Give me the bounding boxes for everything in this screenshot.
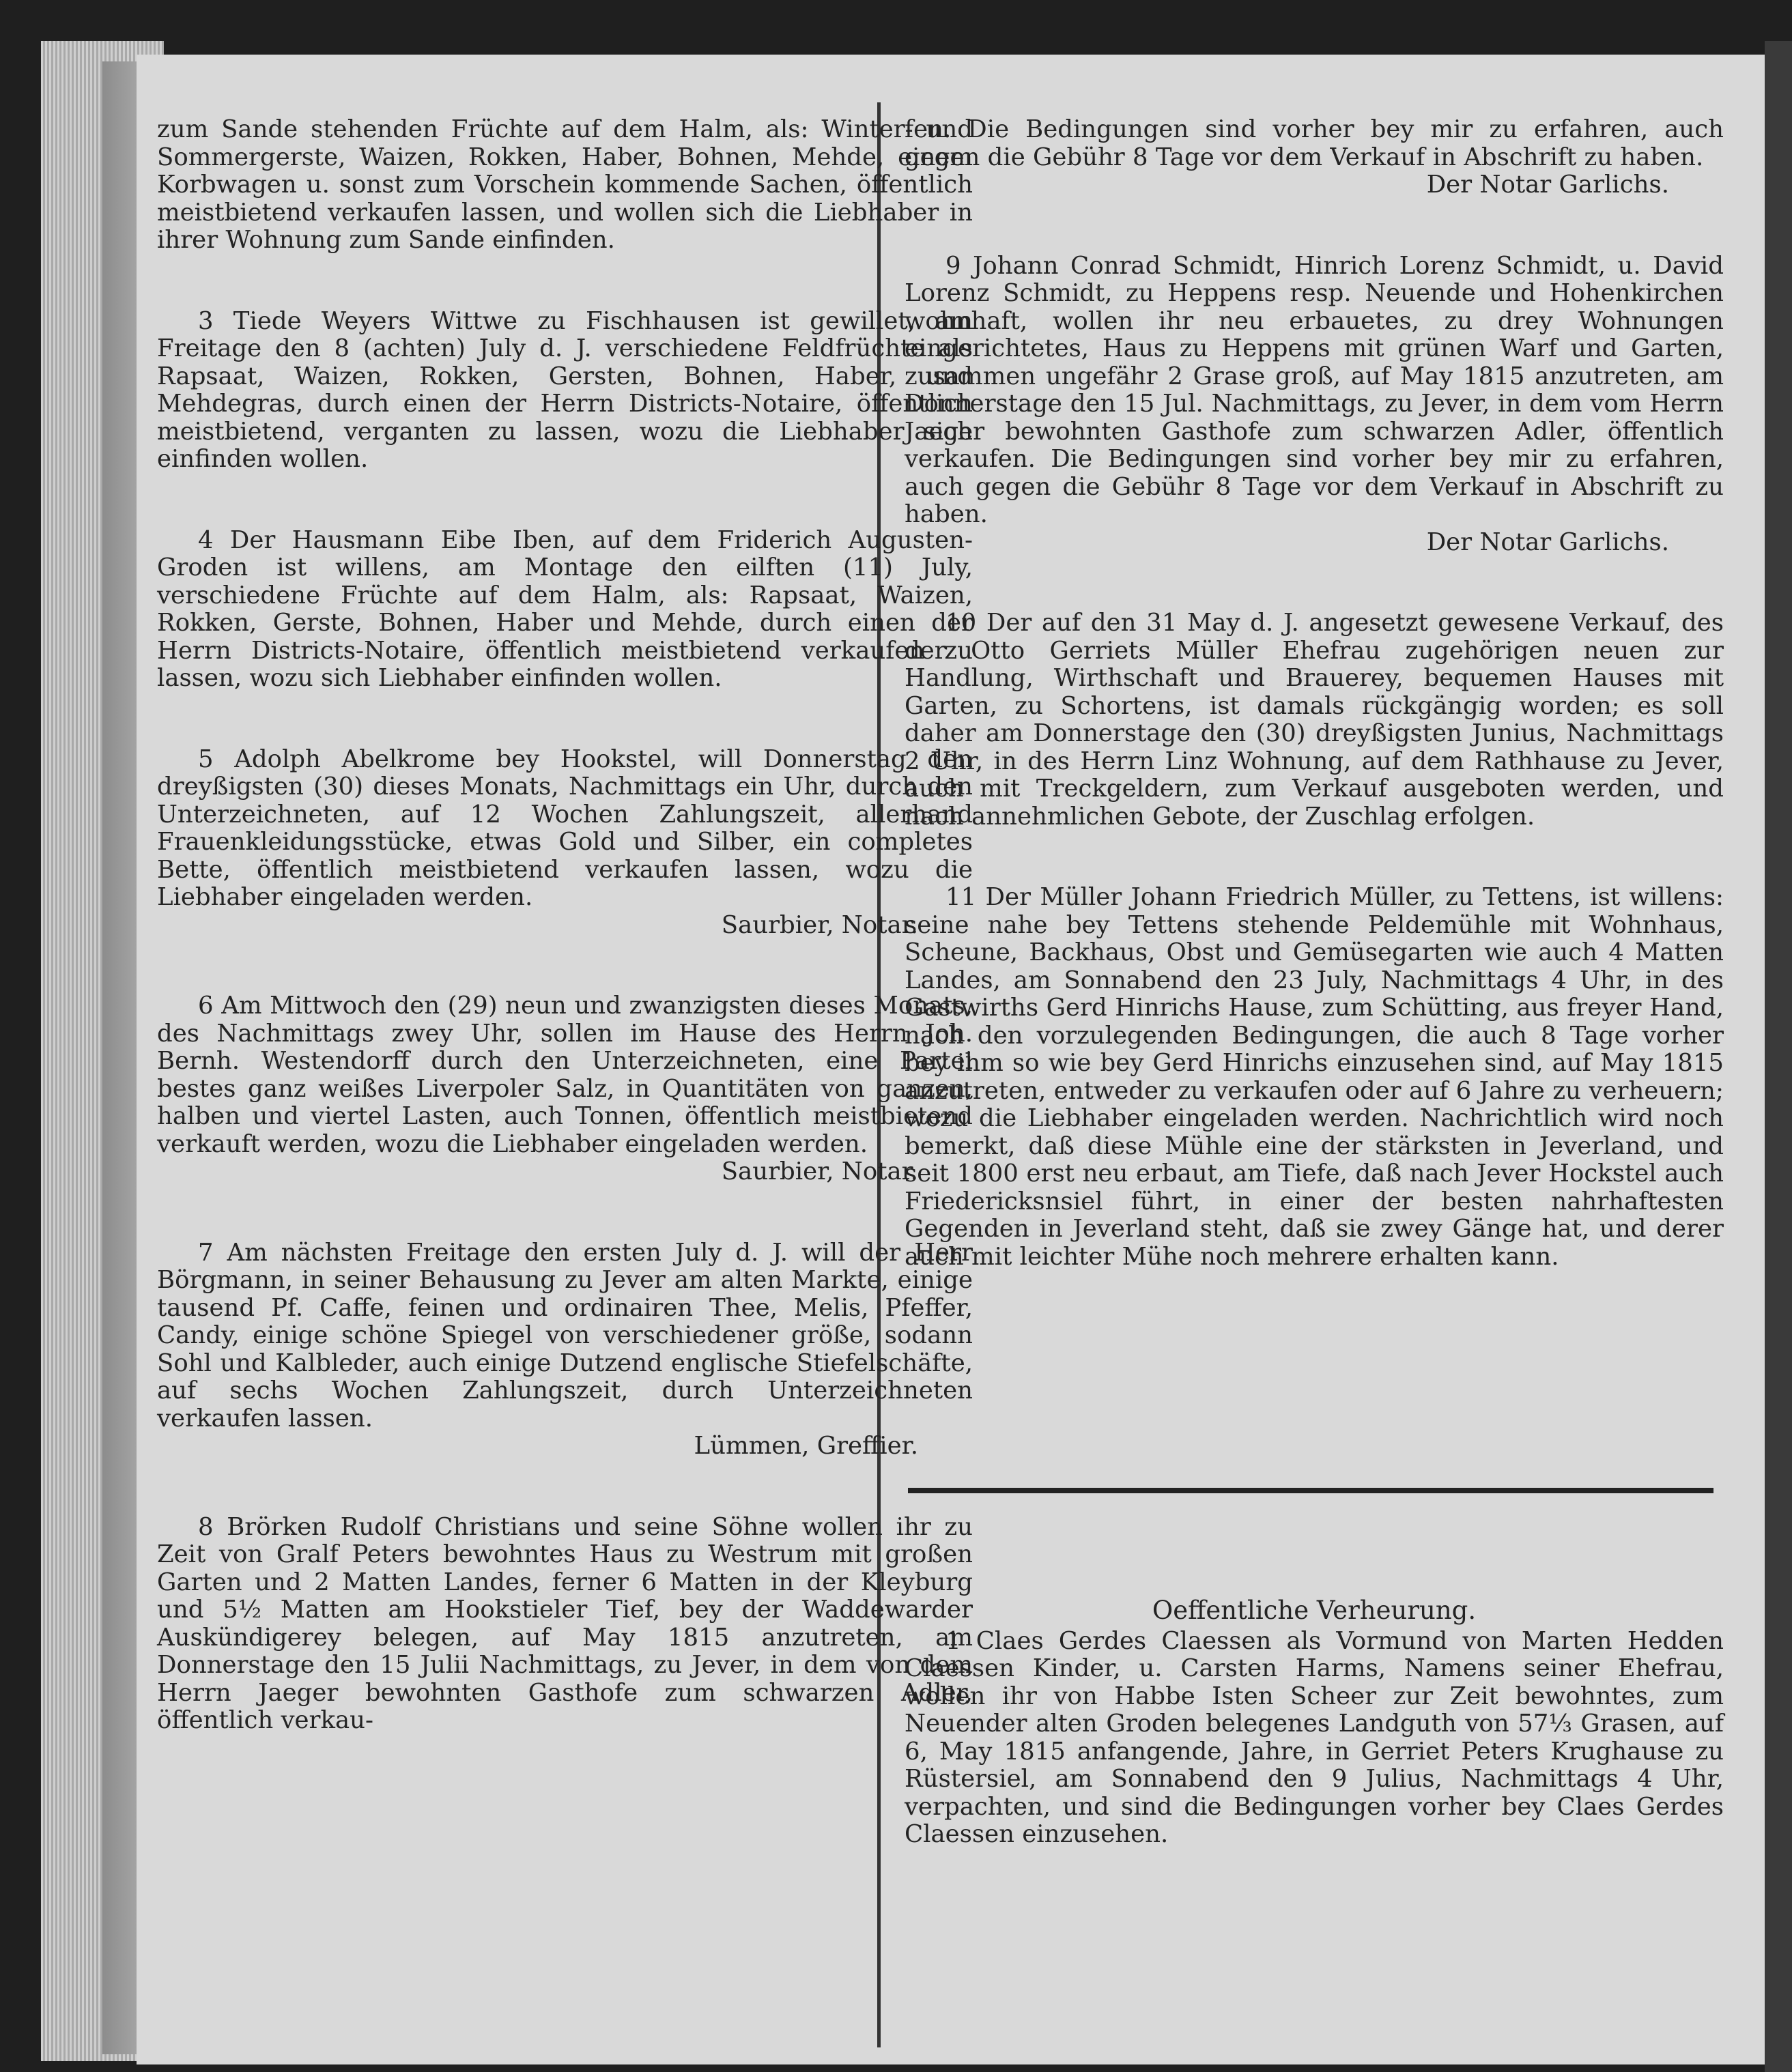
notice-entry bbox=[157, 527, 973, 693]
notice-text: 3 Tiede Weyers Wittwe zu Fischhausen ist gewillet, am Freitage den 8 (achten) July d. J. verschiedene Feldfrüchte als Rapsaat, Waizen, Rokken, Gersten, Bohnen, Haber, und Mehdegras, durch einen der Herrn Districts-Notaire, öffentlich meistbietend, verganten zu lassen, wozu die Liebhaber sich einfinden wollen. bbox=[157, 306, 973, 473]
notice-text: 6 Am Mittwoch den (29) neun und zwanzigsten dieses Monats, des Nachmittags zwey Uhr, sollen im Hause des Herrn Joh. Bernh. Westendorff durch den Unterzeichneten, eine Partei bestes ganz weißes Liverpoler Salz, in Quantitäten von ganzen, halben und viertel Lasten, auch Tonnen, öffentlich meistbietend verkauft werden, wozu die Liebhaber eingeladen werden. bbox=[157, 992, 973, 1158]
notice-text: 9 Johann Conrad Schmidt, Hinrich Lorenz Schmidt, u. David Lorenz Schmidt, zu Heppens resp. Neuende und Hohenkirchen wohnhaft, wollen ihr neu erbauetes, zu drey Wohnungen eingerichtetes, Haus zu Heppens mit grünen Warf und Garten, zusammen ungefähr 2 Grase groß, auf May 1815 anzutreten, am Donnerstage den 15 Jul. Nachmittags, zu Jever, in dem vom Herrn Jaeger bewohnten Gasthofe zum schwarzen Adler, öffentlich verkaufen. Die Bedingungen sind vorher bey mir zu erfahren, auch gegen die Gebühr 8 Tage vor dem Verkauf in Abschrift zu haben. bbox=[905, 251, 1724, 528]
notice-entry bbox=[905, 884, 1724, 1271]
notice-signature: Saurbier, Notar. bbox=[721, 910, 918, 939]
notice-text: 11 Der Müller Johann Friedrich Müller, zu Tettens, ist willens: seine nahe bey Tettens stehende Peldemühle mit Wohnhaus, Scheune, Backhaus, Obst und Gemüsegarten wie auch 4 Matten Landes, am Sonnabend den 23 July, Nachmittags 4 Uhr, in des Gastwirths Gerd Hinrichs Hause, zum Schütting, aus freyer Hand, nach den vorzulegenden Bedingungen, die auch 8 Tage vorher bey ihm so wie bey Gerd Hinrichs einzusehen sind, auf May 1815 anzutreten, entweder zu verkaufen oder auf 6 Jahre zu verheuern; wozu die Liebhaber eingeladen werden. Nachrichtlich wird noch bemerkt, daß diese Mühle eine der stärksten in Jeverland, und seit 1800 erst neu erbaut, am Tiefe, daß nach Jever Hockstel auch Friedericksnsiel führt, in einer der besten nahrhaftesten Gegenden in Jeverland steht, daß sie zwey Gänge hat, und derer auch mit leichter Mühe noch mehrere erhalten kann. bbox=[905, 883, 1724, 1271]
public-lease-section bbox=[905, 1597, 1724, 1849]
notice-text: 4 Der Hausmann Eibe Iben, auf dem Friderich Augusten-Groden ist willens, am Montage den eilften (11) July, verschiedene Früchte auf dem Halm, als: Rapsaat, Waizen, Rokken, Gerste, Bohnen, Haber und Mehde, durch einen der Herrn Districts-Notaire, öffentlich meistbietend verkaufen zu lassen, wozu sich Liebhaber einfinden wollen. bbox=[157, 526, 973, 692]
notice-entry bbox=[157, 1514, 973, 1735]
notice-entry bbox=[157, 992, 973, 1186]
notice-signature: Saurbier, Notar. bbox=[721, 1157, 918, 1185]
notice-entry bbox=[157, 746, 973, 940]
notice-signature: Lümmen, Greffier. bbox=[694, 1432, 918, 1460]
notice-text: 7 Am nächsten Freitage den ersten July d. J. will der Herr Börgmann, in seiner Behausung zu Jever am alten Markte, einige tausend Pf. Caffe, feinen und ordinairen Thee, Melis, Pfeffer, Candy, einige schöne Spiegel von verschiedener größe, sodann Sohl und Kalbleder, auch einige Dutzend englische Stiefelschäfte, auf sechs Wochen Zahlungszeit, durch Unterzeichneten verkaufen lassen. bbox=[157, 1238, 973, 1433]
notice-text: zum Sande stehenden Früchte auf dem Halm, als: Winter- und Sommergerste, Waizen, Rokken, Haber, Bohnen, Mehde, einem Korbwagen u. sonst zum Vorschein kommende Sachen, öffentlich meistbietend verkaufen lassen, und wollen sich die Liebhaber in ihrer Wohnung zum Sande einfinden. bbox=[157, 115, 973, 254]
notice-text: fen. Die Bedingungen sind vorher bey mir zu erfahren, auch gegen die Gebühr 8 Tage vor dem Verkauf in Abschrift zu haben. bbox=[905, 115, 1724, 171]
notice-entry bbox=[157, 308, 973, 474]
facing-page-edge bbox=[1765, 41, 1792, 2072]
section-separator-rule bbox=[908, 1488, 1713, 1493]
notice-signature: Der Notar Garlichs. bbox=[1426, 528, 1669, 556]
notice-text: 8 Brörken Rudolf Christians und seine Söhne wollen ihr zu Zeit von Gralf Peters bewohntes Haus zu Westrum mit großen Garten und 2 Matten Landes, ferner 6 Matten in der Kleyburg und 5½ Matten am Hookstieler Tief, bey der Waddewarder Auskündigerey belegen, auf May 1815 anzutreten, am Donnerstage den 15 Julii Nachmittags, zu Jever, in dem von dem Herrn Jaeger bewohnten Gasthofe zum schwarzen Adler, öffentlich verkau- bbox=[157, 1512, 973, 1734]
notice-text: 1 Claes Gerdes Claessen als Vormund von Marten Hedden Claessen Kinder, u. Carsten Harms, Namens seiner Ehefrau, wollen ihr von Habbe Isten Scheer zur Zeit bewohntes, zum Neuender alten Groden belegenes Landguth von 57⅓ Grasen, auf 6, May 1815 anfangende, Jahre, in Gerriet Peters Krughause zu Rüstersiel, am Sonnabend den 9 Julius, Nachmittags 4 Uhr, verpachten, und sind die Bedingungen vorher bey Claes Gerdes Claessen einzusehen. bbox=[905, 1626, 1724, 1848]
notice-text: 5 Adolph Abelkrome bey Hookstel, will Donnerstag den dreyßigsten (30) dieses Monats, Nachmittags ein Uhr, durch den Unterzeichneten, auf 12 Wochen Zahlungszeit, allerhand Frauenkleidungsstücke, etwas Gold und Silber, ein completes Bette, öffentlich meistbietend verkaufen lassen, wozu die Liebhaber eingeladen werden. bbox=[157, 745, 973, 911]
notice-entry bbox=[905, 253, 1724, 557]
section-heading: Oeffentliche Verheurung. bbox=[1152, 1596, 1477, 1625]
right-column bbox=[905, 116, 1724, 1324]
notice-entry bbox=[905, 116, 1724, 199]
notice-text: 10 Der auf den 31 May d. J. angesetzt gewesene Verkauf, des der Otto Gerriets Müller Ehefrau zugehörigen neuen zur Handlung, Wirthschaft und Brauerey, bequemen Hauses mit Garten, zu Schortens, ist damals rückgängig worden; es soll daher am Donnerstage den (30) dreyßigsten Junius, Nachmittags 2 Uhr, in des Herrn Linz Wohnung, auf dem Rathhause zu Jever, auch mit Treckgeldern, zum Verkauf ausgeboten werden, und nach annehmlichen Gebote, der Zuschlag erfolgen. bbox=[905, 609, 1724, 831]
notice-entry bbox=[157, 1239, 973, 1461]
notice-signature: Der Notar Garlichs. bbox=[1426, 171, 1669, 199]
notice-entry bbox=[157, 116, 973, 255]
left-column bbox=[157, 116, 973, 1788]
notice-entry bbox=[905, 609, 1724, 831]
